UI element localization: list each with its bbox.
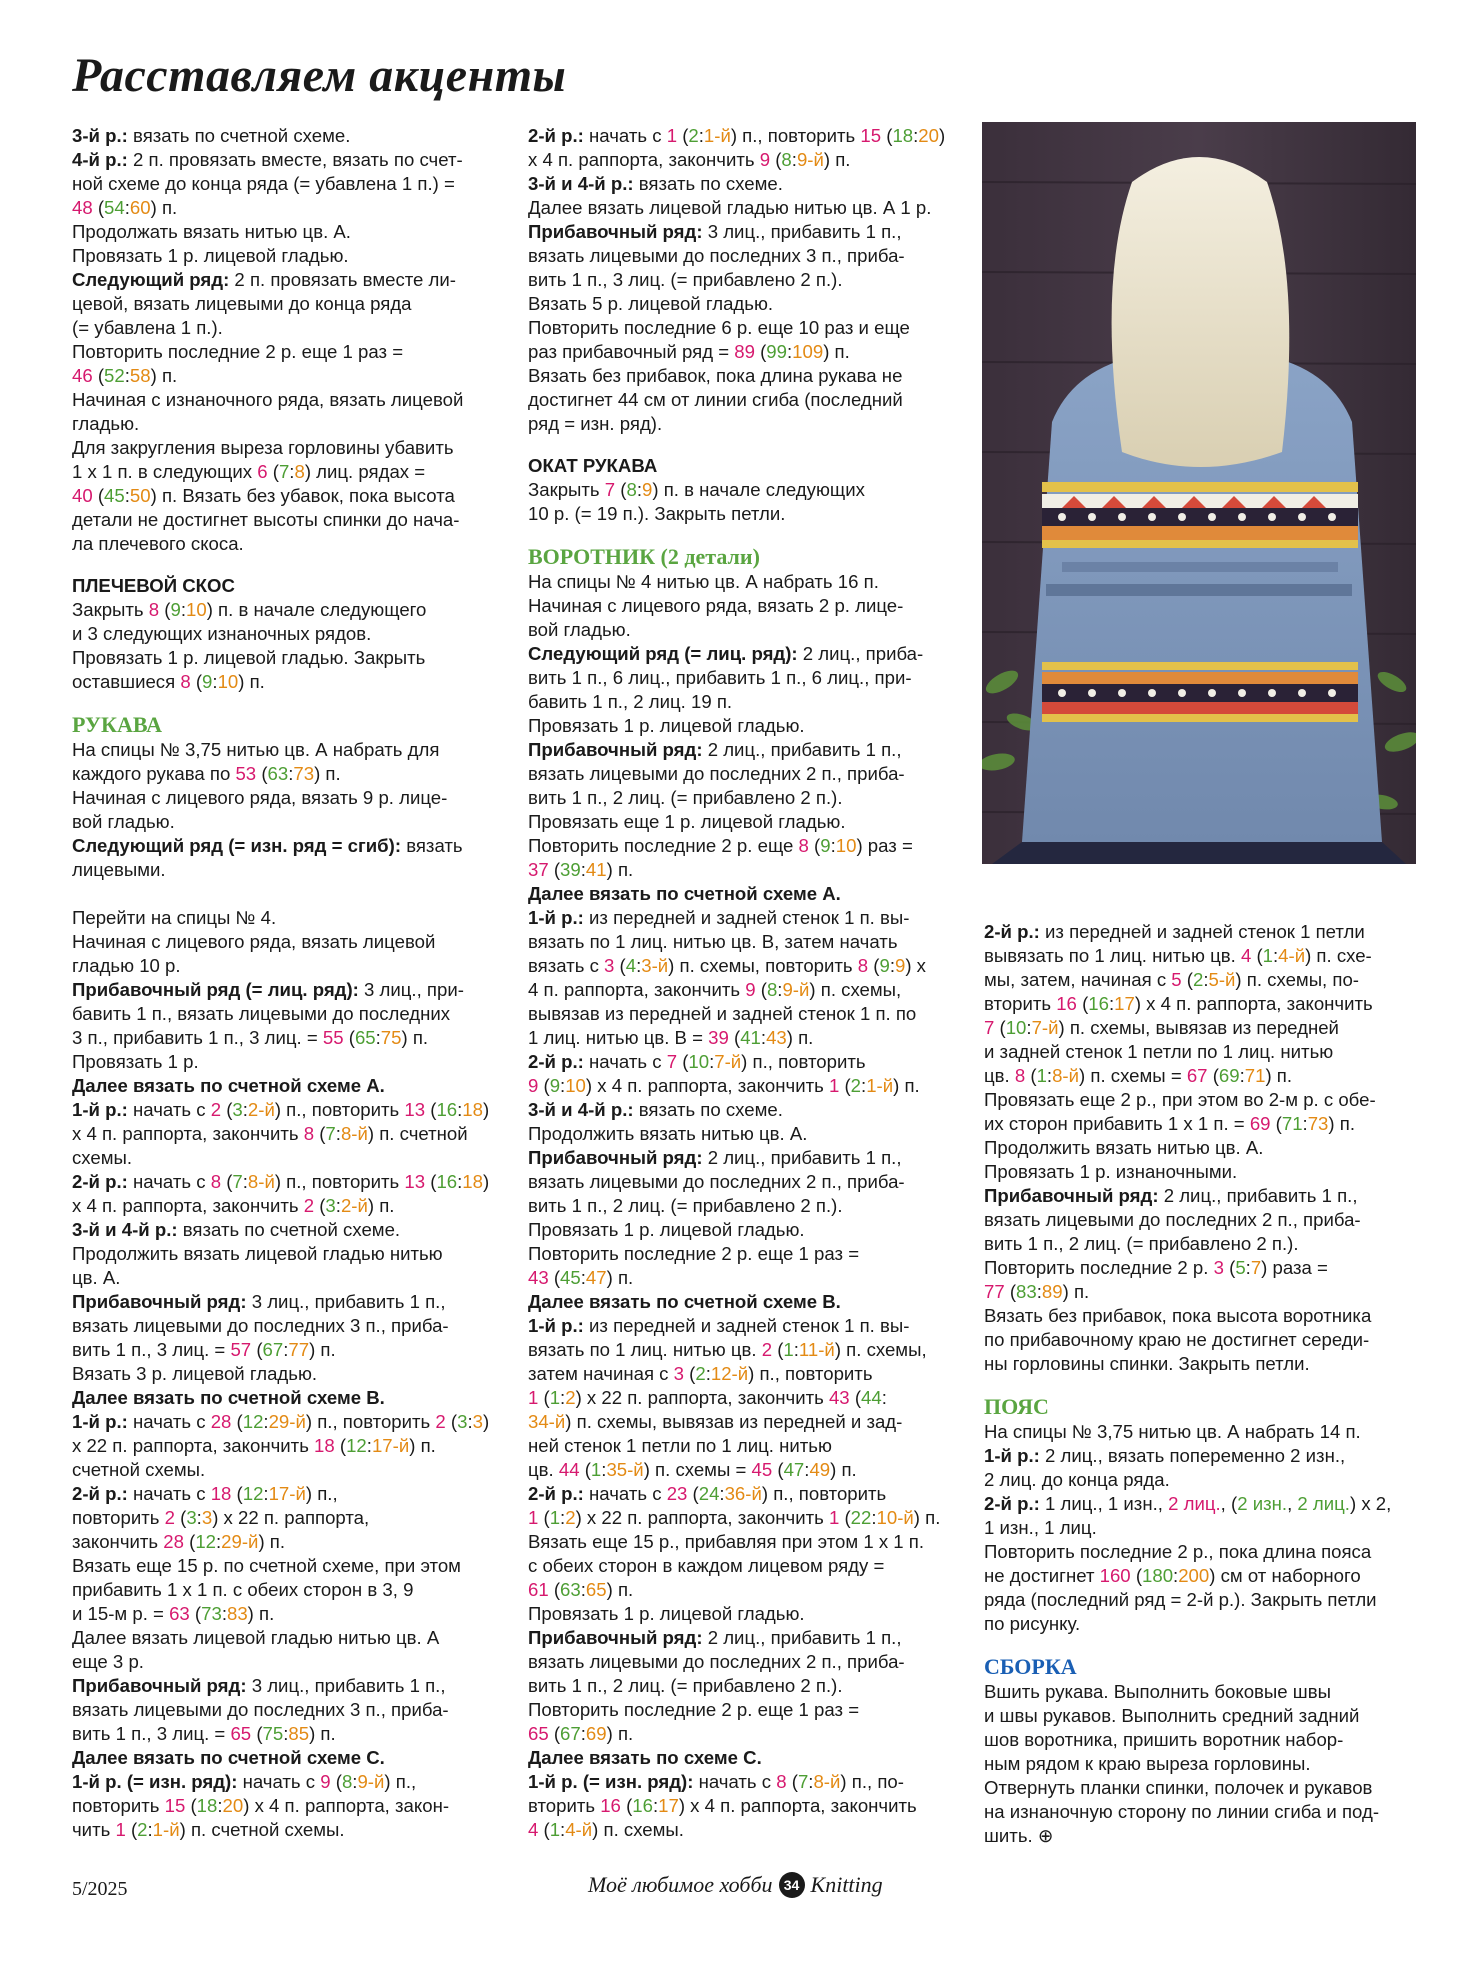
text-line: Далее вязать по схеме С. bbox=[528, 1747, 762, 1768]
text-line: Вшить рукава. Выполнить боковые швы bbox=[984, 1681, 1331, 1702]
heading-shoulder: ПЛЕЧЕВОЙ СКОС bbox=[72, 575, 235, 596]
text-line: 1 (1:2) х 22 п. раппорта, закончить 1 (22:10-й) п. bbox=[528, 1507, 941, 1528]
column-middle bbox=[528, 124, 968, 1842]
text-line: На спицы № 4 нитью цв. А набрать 16 п. bbox=[528, 571, 879, 592]
column-left bbox=[72, 124, 510, 1842]
text-line: Продолжить вязать лицевой гладью нитью bbox=[72, 1243, 443, 1264]
text-line: х 4 п. раппорта, закончить 2 (3:2-й) п. bbox=[72, 1195, 395, 1216]
text-line: Провязать 1 р. лицевой гладью. Закрыть bbox=[72, 647, 426, 668]
text-line: Провязать еще 2 р., при этом во 2-м р. с обе- bbox=[984, 1089, 1376, 1110]
text-line: 77 (83:89) п. bbox=[984, 1281, 1090, 1302]
text-line: Вязать 5 р. лицевой гладью. bbox=[528, 293, 774, 314]
text-line: прибавить 1 х 1 п. с обеих сторон в 3, 9 bbox=[72, 1579, 414, 1600]
text-line: 3-й и 4-й р.: вязать по схеме. bbox=[528, 1099, 783, 1120]
text-line: повторить 15 (18:20) х 4 п. раппорта, закон- bbox=[72, 1795, 450, 1816]
text-line: вой гладью. bbox=[528, 619, 631, 640]
text-line: ла плечевого скоса. bbox=[72, 533, 244, 554]
text-line: 1-й р.: из передней и задней стенок 1 п. вы- bbox=[528, 907, 910, 928]
text-line: Повторить последние 2 р. еще 1 раз = bbox=[528, 1699, 860, 1720]
text-line: счетной схемы. bbox=[72, 1459, 206, 1480]
text-line: На спицы № 3,75 нитью цв. А набрать 14 п. bbox=[984, 1421, 1361, 1442]
text-line: гладью 10 р. bbox=[72, 955, 181, 976]
text-line: цевой, вязать лицевыми до конца ряда bbox=[72, 293, 412, 314]
text-line: Далее вязать по счетной схеме С. bbox=[72, 1747, 385, 1768]
text-line: 4 п. раппорта, закончить 9 (8:9-й) п. схемы, bbox=[528, 979, 902, 1000]
text-line: цв. А. bbox=[72, 1267, 121, 1288]
text-line: ней стенок 1 петли по 1 лиц. нитью bbox=[528, 1435, 832, 1456]
text-line: с обеих сторон в каждом лицевом ряду = bbox=[528, 1555, 885, 1576]
text-line: на изнаночную сторону по линии сгиба и под- bbox=[984, 1801, 1380, 1822]
text-line: Прибавочный ряд: 3 лиц., прибавить 1 п., bbox=[528, 221, 902, 242]
text-line: Повторить последние 2 р. еще 1 раз = bbox=[72, 341, 404, 362]
page-number: 34 bbox=[779, 1872, 805, 1898]
text-line: Провязать 1 р. лицевой гладью. bbox=[528, 715, 805, 736]
text-line: Вязать еще 15 р., прибавляя при этом 1 х 1 п. bbox=[528, 1531, 925, 1552]
text-line: Провязать 1 р. лицевой гладью. bbox=[72, 245, 349, 266]
text-line: вязать лицевыми до последних 3 п., приба- bbox=[528, 245, 905, 266]
heading-belt: ПОЯС bbox=[984, 1394, 1049, 1419]
text-line: вывязав из передней и задней стенок 1 п. по bbox=[528, 1003, 917, 1024]
text-line: ны горловины спинки. Закрыть петли. bbox=[984, 1353, 1310, 1374]
text-line: Закрыть 7 (8:9) п. в начале следующих bbox=[528, 479, 865, 500]
text-line: Провязать 1 р. изнаночными. bbox=[984, 1161, 1238, 1182]
text-line: шить. ⊕ bbox=[984, 1825, 1054, 1846]
text-line: Вязать 3 р. лицевой гладью. bbox=[72, 1363, 318, 1384]
text-line: 10 р. (= 19 п.). Закрыть петли. bbox=[528, 503, 786, 524]
text-line: вить 1 п., 2 лиц. (= прибавлено 2 п.). bbox=[528, 1675, 843, 1696]
text-line: вить 1 п., 2 лиц. (= прибавлено 2 п.). bbox=[984, 1233, 1299, 1254]
text-line: и швы рукавов. Выполнить средний задний bbox=[984, 1705, 1360, 1726]
text-line: вязать лицевыми до последних 2 п., приба- bbox=[528, 1171, 905, 1192]
text-line: Прибавочный ряд: 2 лиц., прибавить 1 п., bbox=[528, 1147, 902, 1168]
heading-sleeve-cap: ОКАТ РУКАВА bbox=[528, 455, 658, 476]
text-line: 2 лиц. до конца ряда. bbox=[984, 1469, 1170, 1490]
text-line: раз прибавочный ряд = 89 (99:109) п. bbox=[528, 341, 850, 362]
text-line: и 3 следующих изнаночных рядов. bbox=[72, 623, 372, 644]
text-line: Начиная с изнаночного ряда, вязать лицевой bbox=[72, 389, 464, 410]
column-right bbox=[984, 920, 1414, 1848]
text-line: затем начиная с 3 (2:12-й) п., повторить bbox=[528, 1363, 873, 1384]
text-line: Далее вязать лицевой гладью нитью цв. А 1 р. bbox=[528, 197, 932, 218]
text-line: 2-й р.: начать с 18 (12:17-й) п., bbox=[72, 1483, 338, 1504]
text-line: х 4 п. раппорта, закончить 8 (7:8-й) п. счетной bbox=[72, 1123, 468, 1144]
text-line: Прибавочный ряд (= лиц. ряд): 3 лиц., при- bbox=[72, 979, 464, 1000]
text-line: Отвернуть планки спинки, полочек и рукавов bbox=[984, 1777, 1373, 1798]
text-line: вить 1 п., 3 лиц. (= прибавлено 2 п.). bbox=[528, 269, 843, 290]
text-line: 3-й и 4-й р.: вязать по счетной схеме. bbox=[72, 1219, 401, 1240]
text-line: Вязать без прибавок, пока высота воротника bbox=[984, 1305, 1372, 1326]
text-line: вязать лицевыми до последних 2 п., приба- bbox=[984, 1209, 1361, 1230]
text-line: повторить 2 (3:3) х 22 п. раппорта, bbox=[72, 1507, 370, 1528]
magazine-name: Моё любимое хобби bbox=[588, 1872, 773, 1897]
text-line: 40 (45:50) п. Вязать без убавок, пока высота bbox=[72, 485, 455, 506]
heading-collar: ВОРОТНИК (2 детали) bbox=[528, 544, 760, 569]
text-line: бавить 1 п., 2 лиц. 19 п. bbox=[528, 691, 733, 712]
text-line: ной схеме до конца ряда (= убавлена 1 п.) = bbox=[72, 173, 455, 194]
text-line: 34-й) п. схемы, вывязав из передней и зад- bbox=[528, 1411, 903, 1432]
text-line: Далее вязать по счетной схеме В. bbox=[528, 1291, 841, 1312]
text-line: 1 лиц. нитью цв. В = 39 (41:43) п. bbox=[528, 1027, 814, 1048]
footer-magazine bbox=[588, 1872, 883, 1898]
text-line: вой гладью. bbox=[72, 811, 175, 832]
text-line: вязать по 1 лиц. нитью цв. 2 (1:11-й) п. схемы, bbox=[528, 1339, 927, 1360]
text-line: вторить 16 (16:17) х 4 п. раппорта, закончить bbox=[984, 993, 1373, 1014]
text-line: Продолжать вязать нитью цв. А. bbox=[72, 221, 351, 242]
text-line: Продолжить вязать нитью цв. А. bbox=[528, 1123, 808, 1144]
text-line: еще 3 р. bbox=[72, 1651, 144, 1672]
text-line: 1-й р.: из передней и задней стенок 1 п. вы- bbox=[528, 1315, 910, 1336]
text-line: 65 (67:69) п. bbox=[528, 1723, 634, 1744]
text-line: 37 (39:41) п. bbox=[528, 859, 634, 880]
text-line: вить 1 п., 3 лиц. = 57 (67:77) п. bbox=[72, 1339, 336, 1360]
text-line: 1 х 1 п. в следующих 6 (7:8) лиц. рядах = bbox=[72, 461, 426, 482]
text-line: 43 (45:47) п. bbox=[528, 1267, 634, 1288]
text-line: вить 1 п., 6 лиц., прибавить 1 п., 6 лиц., при- bbox=[528, 667, 912, 688]
text-line: вязать лицевыми до последних 3 п., приба- bbox=[72, 1315, 449, 1336]
text-line: Перейти на спицы № 4. bbox=[72, 907, 277, 928]
text-line: и задней стенок 1 петли по 1 лиц. нитью bbox=[984, 1041, 1334, 1062]
text-line: по рисунку. bbox=[984, 1613, 1081, 1634]
text-line: чить 1 (2:1-й) п. счетной схемы. bbox=[72, 1819, 345, 1840]
text-line: лицевыми. bbox=[72, 859, 166, 880]
text-line: цв. 8 (1:8-й) п. схемы = 67 (69:71) п. bbox=[984, 1065, 1293, 1086]
text-line: На спицы № 3,75 нитью цв. А набрать для bbox=[72, 739, 440, 760]
text-line: 1-й р. (= изн. ряд): начать с 8 (7:8-й) п., по- bbox=[528, 1771, 904, 1792]
text-line: Прибавочный ряд: 2 лиц., прибавить 1 п., bbox=[984, 1185, 1358, 1206]
text-line: Для закругления выреза горловины убавить bbox=[72, 437, 454, 458]
text-line: 3-й и 4-й р.: вязать по схеме. bbox=[528, 173, 783, 194]
text-line: 48 (54:60) п. bbox=[72, 197, 178, 218]
text-line: 61 (63:65) п. bbox=[528, 1579, 634, 1600]
text-line: Далее вязать по счетной схеме В. bbox=[72, 1387, 385, 1408]
text-line: Прибавочный ряд: 2 лиц., прибавить 1 п., bbox=[528, 1627, 902, 1648]
text-line: Прибавочный ряд: 3 лиц., прибавить 1 п., bbox=[72, 1291, 446, 1312]
text-line: Прибавочный ряд: 3 лиц., прибавить 1 п., bbox=[72, 1675, 446, 1696]
text-line: мы, затем, начиная с 5 (2:5-й) п. схемы, по- bbox=[984, 969, 1359, 990]
text-line: 1-й р.: начать с 2 (3:2-й) п., повторить 13 (16:18) bbox=[72, 1099, 490, 1120]
text-line: Закрыть 8 (9:10) п. в начале следующего bbox=[72, 599, 427, 620]
text-line: вить 1 п., 2 лиц. (= прибавлено 2 п.). bbox=[528, 787, 843, 808]
end-mark-icon: ⊕ bbox=[1037, 1825, 1054, 1846]
text-line: схемы. bbox=[72, 1147, 133, 1168]
text-line: цв. 44 (1:35-й) п. схемы = 45 (47:49) п. bbox=[528, 1459, 857, 1480]
text-line: 1 (1:2) х 22 п. раппорта, закончить 43 (44: bbox=[528, 1387, 887, 1408]
text-line: Провязать 1 р. bbox=[72, 1051, 199, 1072]
text-line: вить 1 п., 3 лиц. = 65 (75:85) п. bbox=[72, 1723, 336, 1744]
issue-number: 5/2025 bbox=[72, 1878, 128, 1900]
text-line: и 15-м р. = 63 (73:83) п. bbox=[72, 1603, 275, 1624]
text-line: ряд = изн. ряд). bbox=[528, 413, 663, 434]
text-line: Повторить последние 2 р. еще 1 раз = bbox=[528, 1243, 860, 1264]
text-line: 2-й р.: начать с 8 (7:8-й) п., повторить 13 (16:18) bbox=[72, 1171, 490, 1192]
text-line: Прибавочный ряд: 2 лиц., прибавить 1 п., bbox=[528, 739, 902, 760]
text-line: 46 (52:58) п. bbox=[72, 365, 178, 386]
text-line: вывязать по 1 лиц. нитью цв. 4 (1:4-й) п. схе- bbox=[984, 945, 1372, 966]
text-line: Следующий ряд (= изн. ряд = сгиб): вязать bbox=[72, 835, 463, 856]
text-line: х 22 п. раппорта, закончить 18 (12:17-й) п. bbox=[72, 1435, 436, 1456]
text-line: вязать с 3 (4:3-й) п. схемы, повторить 8 (9:9) х bbox=[528, 955, 926, 976]
text-line: Провязать 1 р. лицевой гладью. bbox=[528, 1603, 805, 1624]
text-line: 2-й р.: 1 лиц., 1 изн., 2 лиц., (2 изн., 2 лиц.) х 2, bbox=[984, 1493, 1392, 1514]
text-line: вязать лицевыми до последних 3 п., приба- bbox=[72, 1699, 449, 1720]
text-line: Провязать еще 1 р. лицевой гладью. bbox=[528, 811, 846, 832]
page-title: Расставляем акценты bbox=[72, 49, 567, 102]
text-line: закончить 28 (12:29-й) п. bbox=[72, 1531, 286, 1552]
text-line: 3 п., прибавить 1 п., 3 лиц. = 55 (65:75) п. bbox=[72, 1027, 429, 1048]
text-line: по прибавочному краю не достигнет середи- bbox=[984, 1329, 1370, 1350]
text-line: каждого рукава по 53 (63:73) п. bbox=[72, 763, 341, 784]
text-line: Вязать еще 15 р. по счетной схеме, при этом bbox=[72, 1555, 461, 1576]
text-line: 1-й р.: 2 лиц., вязать попеременно 2 изн., bbox=[984, 1445, 1346, 1466]
text-line: не достигнет 160 (180:200) см от наборного bbox=[984, 1565, 1361, 1586]
text-line: ряда (последний ряд = 2-й р.). Закрыть петли bbox=[984, 1589, 1377, 1610]
brand-name: Knitting bbox=[810, 1872, 883, 1897]
text-line: Начиная с лицевого ряда, вязать 2 р. лице- bbox=[528, 595, 904, 616]
text-line: 2-й р.: начать с 1 (2:1-й) п., повторить 15 (18:20) bbox=[528, 125, 946, 146]
text-line: вторить 16 (16:17) х 4 п. раппорта, закончить bbox=[528, 1795, 917, 1816]
text-line: Следующий ряд: 2 п. провязать вместе ли- bbox=[72, 269, 456, 290]
text-line: Начиная с лицевого ряда, вязать 9 р. лице- bbox=[72, 787, 448, 808]
text-line: 4-й р.: 2 п. провязать вместе, вязать по счет- bbox=[72, 149, 463, 170]
text-line: оставшиеся 8 (9:10) п. bbox=[72, 671, 265, 692]
text-line: 1-й р.: начать с 28 (12:29-й) п., повторить 2 (3:3) bbox=[72, 1411, 490, 1432]
text-line: Следующий ряд (= лиц. ряд): 2 лиц., приба- bbox=[528, 643, 924, 664]
text-line: 7 (10:7-й) п. схемы, вывязав из передней bbox=[984, 1017, 1339, 1038]
cardigan-photo bbox=[982, 122, 1416, 864]
text-line: шов воротника, пришить воротник набор- bbox=[984, 1729, 1344, 1750]
text-line: ным рядом к краю выреза горловины. bbox=[984, 1753, 1311, 1774]
text-line: Далее вязать по счетной схеме А. bbox=[72, 1075, 385, 1096]
text-line: 1 изн., 1 лиц. bbox=[984, 1517, 1097, 1538]
text-line: 2-й р.: начать с 7 (10:7-й) п., повторить bbox=[528, 1051, 866, 1072]
text-line: Повторить последние 2 р. 3 (5:7) раза = bbox=[984, 1257, 1328, 1278]
text-line: Провязать 1 р. лицевой гладью. bbox=[528, 1219, 805, 1240]
text-line: Повторить последние 2 р. еще 8 (9:10) раз = bbox=[528, 835, 913, 856]
text-line: 9 (9:10) х 4 п. раппорта, закончить 1 (2:1-й) п. bbox=[528, 1075, 920, 1096]
text-line: детали не достигнет высоты спинки до нача- bbox=[72, 509, 460, 530]
text-line: вить 1 п., 2 лиц. (= прибавлено 2 п.). bbox=[528, 1195, 843, 1216]
text-line: (= убавлена 1 п.). bbox=[72, 317, 223, 338]
text-line: 1-й р. (= изн. ряд): начать с 9 (8:9-й) п., bbox=[72, 1771, 417, 1792]
text-line: вязать по 1 лиц. нитью цв. В, затем начать bbox=[528, 931, 898, 952]
text-line: вязать лицевыми до последних 2 п., приба- bbox=[528, 763, 905, 784]
text-line: их сторон прибавить 1 х 1 п. = 69 (71:73) п. bbox=[984, 1113, 1355, 1134]
text-line: гладью. bbox=[72, 413, 140, 434]
text-line: Далее вязать лицевой гладью нитью цв. А bbox=[72, 1627, 440, 1648]
text-line: достигнет 44 см от линии сгиба (последний bbox=[528, 389, 903, 410]
text-line: Повторить последние 2 р., пока длина пояса bbox=[984, 1541, 1372, 1562]
text-line: Повторить последние 6 р. еще 10 раз и еще bbox=[528, 317, 910, 338]
text-line: Вязать без прибавок, пока длина рукава не bbox=[528, 365, 903, 386]
text-line: Продолжить вязать нитью цв. А. bbox=[984, 1137, 1264, 1158]
text-line: Начиная с лицевого ряда, вязать лицевой bbox=[72, 931, 436, 952]
text-line: 2-й р.: из передней и задней стенок 1 петли bbox=[984, 921, 1365, 942]
text-line: 4 (1:4-й) п. схемы. bbox=[528, 1819, 684, 1840]
text-line: Далее вязать по счетной схеме А. bbox=[528, 883, 841, 904]
text-line: вязать лицевыми до последних 2 п., приба- bbox=[528, 1651, 905, 1672]
text-line: х 4 п. раппорта, закончить 9 (8:9-й) п. bbox=[528, 149, 851, 170]
heading-sleeves: РУКАВА bbox=[72, 712, 163, 737]
text-line: бавить 1 п., вязать лицевыми до последних bbox=[72, 1003, 451, 1024]
heading-assembly: СБОРКА bbox=[984, 1654, 1077, 1679]
text-line: 3-й р.: вязать по счетной схеме. bbox=[72, 125, 351, 146]
text-line: 2-й р.: начать с 23 (24:36-й) п., повторить bbox=[528, 1483, 887, 1504]
